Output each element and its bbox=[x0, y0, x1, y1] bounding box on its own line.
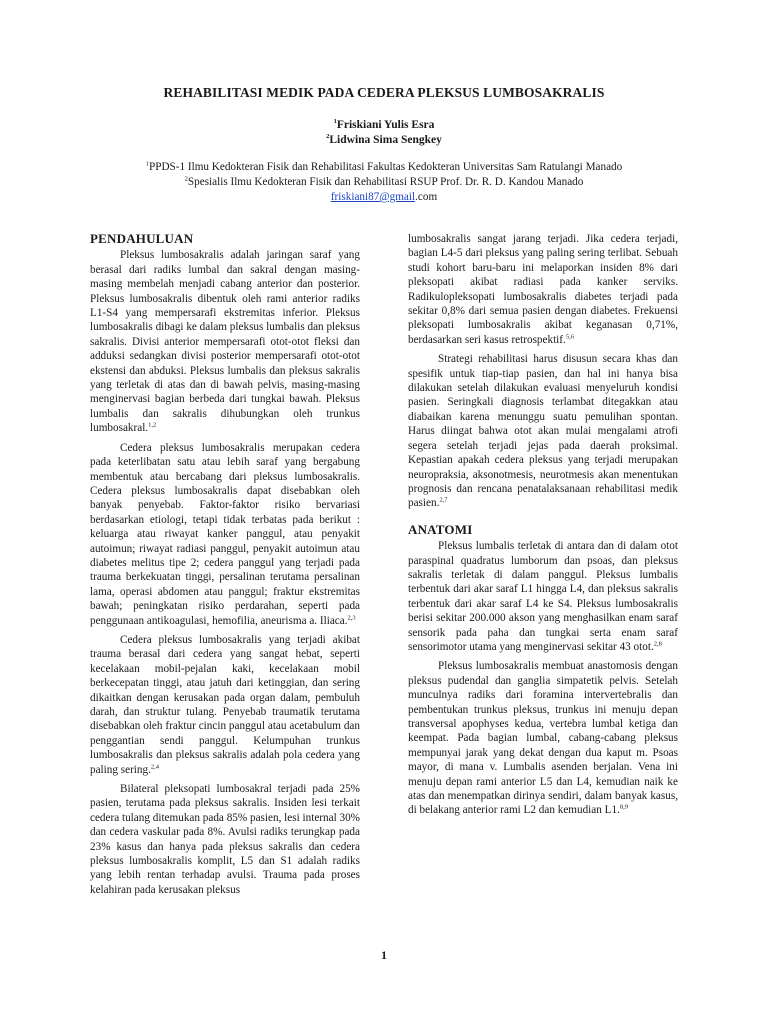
paragraph: Cedera pleksus lumbosakralis yang terjadi akibat trauma berasal dari cedera yang sangat hebat, seperti kecelakaan mobil-pejalan kaki, kecelakaan mobil berkecepatan tinggi, atau jatuh dari ketinggian, dan sering dikaitkan dengan kerusakan pada organ dalam, pembuluh darah, dan struktur tulang. Penyebab traumatik terutama disebabkan oleh fraktur cincin panggul atau acetabulum dan penggantian sendi panggul. Kelumpuhan trunkus lumbosakralis dan pleksus sakralis adalah pola cedera yang paling sering.$^{2,4}$ bbox=[90, 633, 360, 776]
left-column bbox=[90, 232, 360, 902]
author-2-name: Lidwina Sima Sengkey bbox=[329, 134, 442, 146]
paragraph: Bilateral pleksopati lumbosakral terjadi pada 25% pasien, terutama pada pleksus sakralis. Insiden lesi terkait cedera tulang ditemukan pada 85% pasien, lesi internal 30% dan cedera vaskular pada 8%. Avulsi radiks terungkap pada 23% kasus dan hanya pada pleksus sakralis dan cedera pleksus lumbosakralis komplit, L5 dan S1 adalah radiks yang lebih rentan terhadap avulsi. Trauma pada proses kelahiran pada kerusakan pleksus bbox=[90, 783, 360, 896]
author-1-name: Friskiani Yulis Esra bbox=[336, 119, 435, 131]
citation: 8,9 bbox=[619, 803, 628, 811]
page-number: 1 bbox=[381, 948, 387, 962]
affiliation-1 bbox=[0, 160, 768, 175]
author-1-marker: 1 bbox=[333, 118, 337, 126]
author-2 bbox=[0, 133, 768, 148]
affiliation-1-text: PPDS-1 Ilmu Kedokteran Fisik dan Rehabilitasi Fakultas Kedokteran Universitas Sam Ratulangi Manado bbox=[149, 161, 623, 173]
citation: 2,7 bbox=[439, 496, 448, 504]
citation: 1,2 bbox=[148, 421, 157, 429]
citation: 2,8 bbox=[653, 640, 662, 648]
author-1 bbox=[0, 118, 768, 133]
email-suffix: .com bbox=[415, 191, 438, 203]
affiliation-2-text: Spesialis Ilmu Kedokteran Fisik dan Rehabilitasi RSUP Prof. Dr. R. D. Kandou Manado bbox=[187, 176, 584, 188]
affiliations bbox=[0, 160, 768, 205]
citation: 2,3 bbox=[347, 613, 356, 621]
email-line bbox=[0, 190, 768, 205]
paragraph: Strategi rehabilitasi harus disusun secara khas dan spesifik untuk tiap-tiap pasien, dan hal ini hanya bisa dilakukan setelah dilakukan evaluasi menyeluruh kondisi pasien. Seringkali diagnosis terlambat ditegakkan atau diabaikan karena menunggu suatu pemulihan spontan. Harus diingat bahwa otot akan mulai mengalami atrofi segera setelah terjadi jejas pada daerah proksimal. Kepastian apakah cedera pleksus yang terjadi merupakan neuropraksia, aksonotmesis, neurotmesis akan menentukan prognosis dan rencana penatalaksanaan rehabilitasi medik pasien.$^{2,7}$ bbox=[408, 353, 678, 510]
right-column bbox=[408, 232, 678, 823]
paragraph: lumbosakralis sangat jarang terjadi. Jika cedera terjadi, bagian L4-5 dari pleksus yang paling sering terlibat. Sebuah studi kohort baru-baru ini melaporkan insiden 8% dari pleksopati akibat radiasi pada kanker serviks. Radikulopleksopati lumbosakralis diabetes terjadi pada sekitar 0,8% dari semua pasien dengan diabetes. Frekuensi pleksopati lumbosakralis akibat keganasan 0,71%, berdasarkan seri kasus retrospektif.$^{5,6}$ bbox=[408, 233, 678, 346]
affiliation-2-marker: 2 bbox=[184, 175, 188, 183]
affiliation-1-marker: 1 bbox=[145, 160, 149, 168]
paragraph: Pleksus lumbosakralis adalah jaringan saraf yang berasal dari radiks lumbal dan sakral dengan masing-masing membelah menjadi cabang anterior dan posterior. Pleksus lumbosakralis dibentuk oleh rami anterior radiks L1-S4 yang mempersarafi ekstremitas inferior. Pleksus lumbosakralis dibagi ke dalam pleksus lumbalis dan pleksus sakralis. Divisi anterior mempersarafi otot-otot fleksi dan adduksi sedangkan divisi posterior mempersarafi otot-otot ekstensi dan abduksi. Pleksus lumbalis dan pleksus sakralis yang terletak di atas dan di bawah pelvis, masing-masing menginervasi bagian berbeda dari tungkai bawah. Pleksus lumbalis dan sakralis dihubungkan oleh trunkus lumbosakral.$^{1,2}$ bbox=[90, 249, 361, 435]
paragraph: Pleksus lumbalis terletak di antara dan di dalam otot paraspinal quadratus lumborum dan psoas, dan pleksus sakralis terletak di dalam panggul. Pleksus lumbalis terbentuk dari akar saraf L1 hingga L4, dan pleksus sakralis terbentuk dari akar saraf L4 ke S4. Pleksus lumbosakralis berisi sekitar 200.000 akson yang menghasilkan enam saraf sensorik pada paha dan tungkai serta enam saraf sensorimotor utama yang menginervasi sekitar 43 otot.$^{2,8}$ bbox=[408, 540, 678, 653]
section-heading-pendahuluan: PENDAHULUAN bbox=[90, 231, 194, 246]
affiliation-2 bbox=[0, 175, 768, 190]
paragraph: Cedera pleksus lumbosakralis merupakan cedera pada keterlibatan satu atau lebih saraf yang bergabung membentuk atau bercabang dari pleksus lumbosakralis. Cedera pleksus lumbosakralis dapat disebabkan oleh banyak penyebab. Faktor-faktor risiko bervariasi berdasarkan etiologi, tetapi tidak terbatas pada berikut : keluarga atau riwayat kanker panggul, atau penyakit autoimun; riwayat radiasi panggul, penyakit autoimun atau diabetes melitus tipe 2; cedera panggul yang terjadi pada trauma berkekuatan tinggi, persalinan terutama persalinan lama, operasi abdomen atau panggul; fraktur ekstremitas bawah; peningkatan risiko perdarahan, seperti pada penggunaan antikoagulasi, hemofilia, aneurisma a. Iliaca.$^{2,3}$ bbox=[90, 441, 360, 627]
section-heading-anatomi: ANATOMI bbox=[408, 521, 473, 537]
citation: 2,4 bbox=[150, 762, 160, 770]
email-link[interactable]: friskiani87@gmail bbox=[330, 191, 416, 203]
paper-title: REHABILITASI MEDIK PADA CEDERA PLEKSUS LUMBOSAKRALIS bbox=[163, 85, 605, 100]
author-2-marker: 2 bbox=[326, 133, 330, 141]
citation: 5,6 bbox=[565, 333, 574, 341]
paragraph: Pleksus lumbosakralis membuat anastomosis dengan pleksus pudendal dan ganglia simpatetik pelvis. Setelah munculnya radiks dari foramina intervertebralis dan pembentukan trunkus pleksus, trunkus ini menuju depan transversal apophyses kedua, vertebra lumbal ketiga dan keempat. Pada bagian lumbal, cabang-cabang pleksus mempunyai jarak yang dekat dengan dua kaput m. Psoas mayor, di mana v. Lumbalis asenden berjalan. Vena ini menuju depan rami anterior L5 dan L4, kemudian naik ke atas dan menempatkan dirinya sendiri, dalam banyak kasus, di belakang anterior rami L2 dan kemudian L1.$^{8,9}$ bbox=[408, 660, 678, 817]
author-list bbox=[0, 118, 768, 148]
